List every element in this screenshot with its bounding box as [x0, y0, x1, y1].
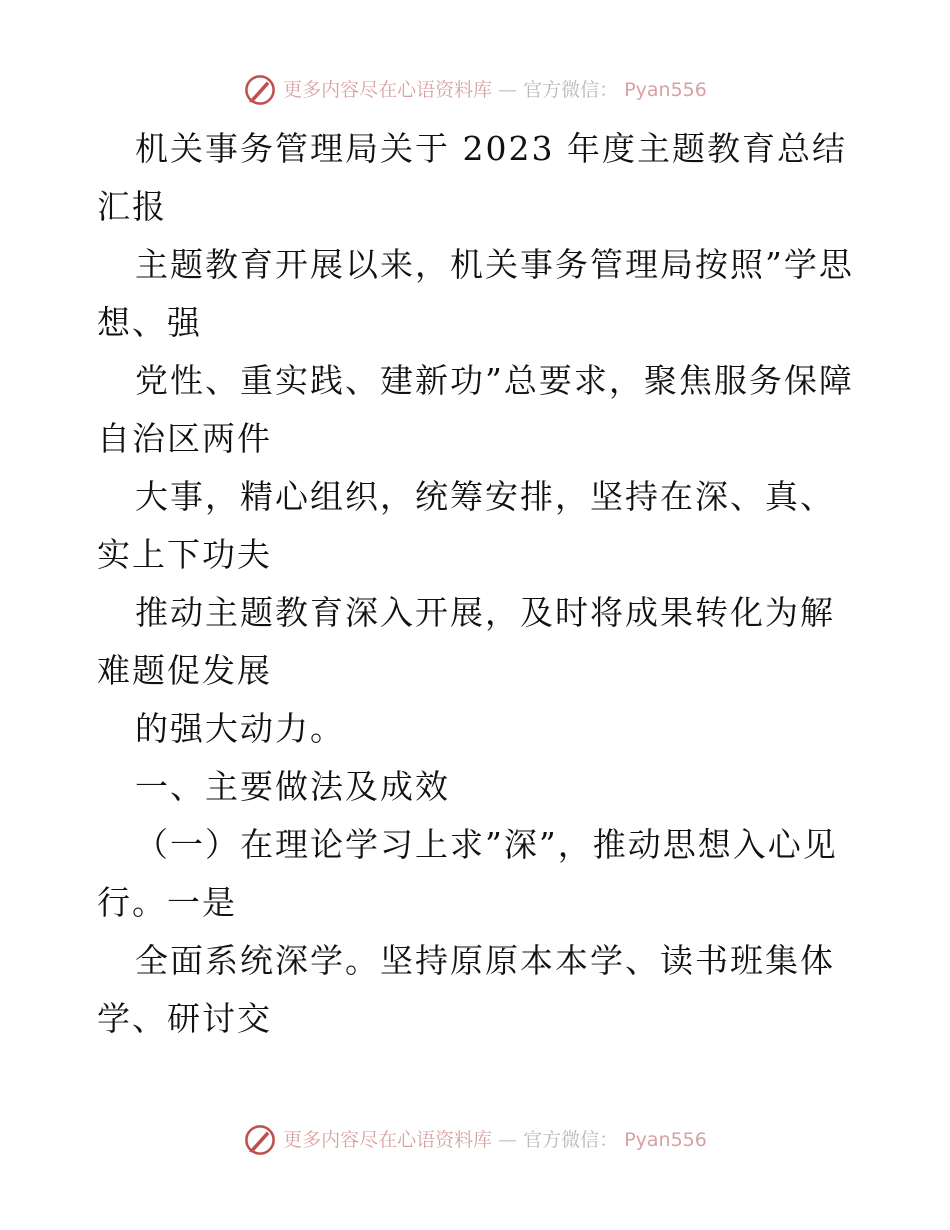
watermark-text: 更多内容尽在心语资料库: [283, 79, 493, 101]
paragraph: 党性、重实践、建新功”总要求，聚焦服务保障自治区两件: [97, 361, 854, 458]
paragraph: （一）在理论学习上求”深”，推动思想入心见行。一是: [97, 825, 838, 922]
document-body: [97, 120, 857, 1048]
paragraph: 的强大动力。: [135, 709, 345, 748]
paragraph: 推动主题教育深入开展，及时将成果转化为解难题促发展: [97, 593, 835, 690]
paragraph: 全面系统深学。坚持原原本本学、读书班集体学、研讨交: [97, 941, 835, 1038]
paragraph: 主题教育开展以来，机关事务管理局按照”学思想、强: [97, 245, 854, 342]
watermark-banner-bottom: [0, 1120, 950, 1160]
watermark-text: 更多内容尽在心语资料库: [283, 1129, 493, 1151]
quill-pen-logo-icon: [243, 1123, 277, 1157]
watermark-banner-top: [0, 70, 950, 110]
watermark-wechat-id: Pyan556: [624, 79, 707, 101]
quill-pen-logo-icon: [243, 73, 277, 107]
watermark-label: 官方微信：: [523, 79, 619, 101]
paragraph: 大事，精心组织，统筹安排，坚持在深、真、实上下功夫: [97, 477, 835, 574]
document-title: 机关事务管理局关于 2023 年度主题教育总结汇报: [97, 129, 847, 226]
watermark-wechat-id: Pyan556: [624, 1129, 707, 1151]
watermark-separator: —: [498, 1129, 518, 1151]
section-heading: 一、主要做法及成效: [135, 767, 450, 806]
watermark-label: 官方微信：: [523, 1129, 619, 1151]
watermark-separator: —: [498, 79, 518, 101]
